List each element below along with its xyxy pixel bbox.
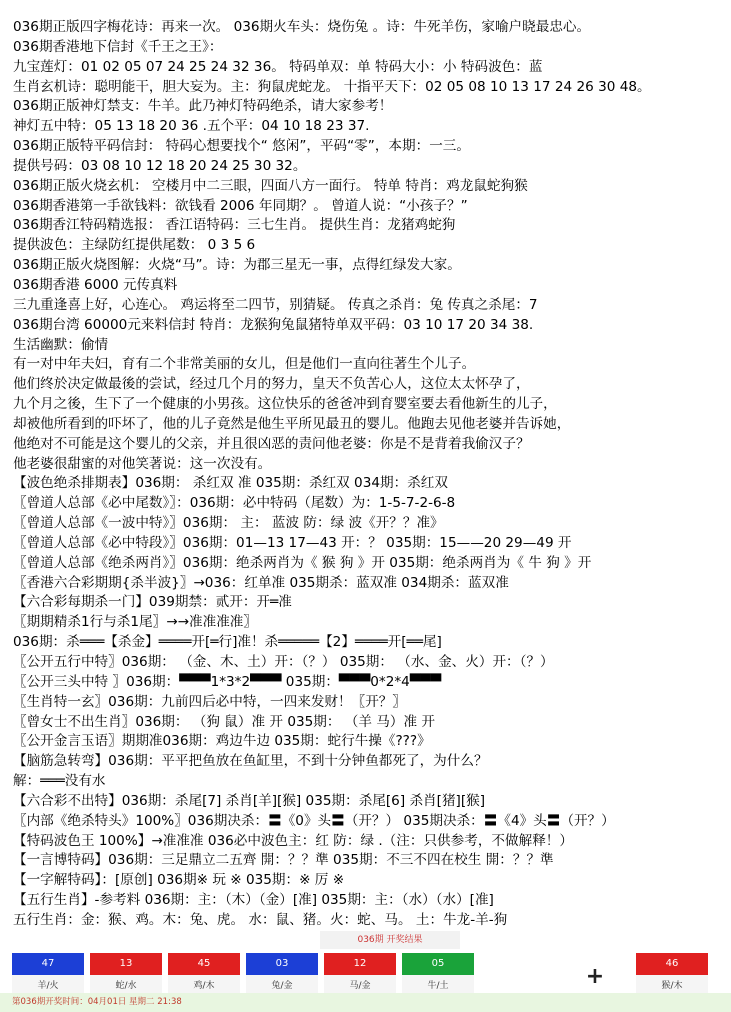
text-line: 解：═══没有水 — [13, 773, 106, 790]
text-line: 〖曾道人总部《绝杀两肖》〗036期：绝杀两肖为《 猴 狗 》开 035期：绝杀两肖为《 牛 狗 》开 — [13, 554, 592, 571]
text-line: 神灯五中特：05 13 18 20 36 .五个平：04 10 18 23 37. — [13, 118, 370, 135]
text-line: 提供波色：主绿防红提供尾数： 0 3 5 6 — [13, 237, 256, 254]
text-line: 生活幽默：偷情 — [13, 336, 109, 353]
text-line: 036期香港 6000 元传真料 — [13, 276, 178, 293]
text-line: 【六合彩不出特】036期：杀尾[7] 杀肖[羊][猴] 035期：杀尾[6] 杀肖[猪][猴] — [13, 792, 486, 809]
ball-number: 45 — [168, 953, 240, 975]
text-line: 〖公开金言玉语〗期期准036期：鸡边牛边 035期：蛇行牛操《???》 — [13, 733, 431, 750]
ball-number: 05 — [402, 953, 474, 975]
text-line: 有一对中年夫妇，育有二个非常美丽的女儿，但是他们一直向往著生个儿子。 — [13, 356, 476, 373]
text-line: 〖公开五行中特〗036期： （金、木、土）开：（？） 035期： （水、金、火）开：（？） — [13, 654, 554, 670]
text-line: 【五行生肖】-参考料 036期：主：（木）（金）[准] 035期：主：（水）（水）[准] — [13, 892, 494, 909]
ball-zodiac: 蛇/水 — [90, 975, 162, 998]
ball-zodiac: 猴/木 — [636, 975, 708, 998]
ball-number: 47 — [12, 953, 84, 975]
plus-icon: + — [585, 964, 605, 989]
text-line: 却被他所看到的吓坏了，他的儿子竟然是他生平所见最丑的婴儿。他跑去见他老婆并告诉她， — [13, 415, 571, 432]
text-line: 〖生肖特一玄〗036期：九前四后必中特，一四来发财！〖开？〗 — [13, 693, 406, 710]
text-line: 生肖玄机诗：聪明能干，胆大妄为。主：狗鼠虎蛇龙。 十指平天下：02 05 08 10 13 17 24 26 30 48。 — [13, 78, 651, 95]
text-line: 〖期期精杀1行与杀1尾〗→→准准准准〗 — [13, 614, 257, 631]
text-line: 他绝对不可能是这个婴儿的父亲，并且很凶恶的责问他老婆：你是不是背着我偷汉子？ — [13, 435, 530, 452]
text-line: 036期香港第一手欲钱料：欲钱看 2006 年同期？。 曾道人说：“小孩子？” — [13, 197, 468, 214]
text-line: 【一字解特码】：[原创] 036期※ 玩 ※ 035期：※ 厉 ※ — [13, 872, 345, 889]
text-line: 036期正版火烧玄机： 空楼月中二三眼，四面八方一面行。 特单 特肖：鸡龙鼠蛇狗猴 — [13, 177, 528, 194]
ball-zodiac: 牛/土 — [402, 975, 474, 998]
text-line: 036期台湾 60000元来料信封 特肖：龙猴狗兔鼠猪特单双平码：03 10 17 20 34 38. — [13, 316, 534, 333]
ball-number: 12 — [324, 953, 396, 975]
text-line: 【波色绝杀排期表】036期： 杀红双 准 035期：杀红双 034期：杀红双 — [13, 475, 448, 492]
text-line: 036期正版特平码信封： 特码心想要找个“ 悠闲”，平码“零”，本期：一三。 — [13, 138, 470, 155]
text-line: 【六合彩每期杀一门】039期禁：贰开：开═准 — [13, 594, 292, 611]
ball-number: 03 — [246, 953, 318, 975]
text-line: 九宝莲灯：01 02 05 07 24 25 24 32 36。 特码单双：单 特码大小：小 特码波色：蓝 — [13, 58, 543, 75]
text-line: 五行生肖：金：猴、鸡。木：兔、虎。 水：鼠、猪。火：蛇、马。 土：牛龙-羊-狗 — [13, 911, 508, 928]
text-line: 他们终於决定做最後的尝试，经过几个月的努力，皇天不负苦心人，这位太太怀孕了， — [13, 376, 530, 393]
text-line: 〖曾女士不出生肖〗036期： （狗 鼠）准 开 035期： （羊 马）准 开 — [13, 713, 435, 730]
text-line: 九个月之後，生下了一个健康的小男孩。这位快乐的爸爸冲到育婴室要去看他新生的儿子， — [13, 396, 557, 413]
text-line: 〖曾道人总部《必中尾数》〗：036期：必中特码（尾数）为：1-5-7-2-6-8 — [13, 495, 456, 512]
text-line: 【一言博特码】036期：三足鼎立二五齊 開：？？準 035期：不三不四在校生 開：？？準 — [13, 852, 554, 869]
text-line: 〖曾道人总部《必中特段》〗036期：01—13 17—43 开：？ 035期：15——20 29—49 开 — [13, 534, 572, 551]
text-line: 036期正版四字梅花诗：再来一次。 036期火车头：烧伤兔 。诗：牛死羊伤，家喻户晓最忠心。 — [13, 19, 591, 35]
ball-number: 13 — [90, 953, 162, 975]
text-line: 〖公开三头中特 〗036期：▀▀▀1*3*2▀▀▀ 035期：▀▀▀0*2*4▀▀▀ — [13, 673, 442, 690]
text-line: 036期正版火烧图解：火烧“马”。诗：为郡三星无一事，点得红绿发大家。 — [13, 257, 461, 274]
text-line: 【特码波色王 100%】→准准准 036必中波色主：红 防：绿 .（注：只供参考，不做解释！） — [13, 832, 573, 849]
text-line: 〖香港六合彩期期{杀半波}〗→036：红单准 035期杀：蓝双准 034期杀：蓝双准 — [13, 574, 509, 591]
article-body — [13, 18, 725, 931]
text-line: 036期：杀═══【杀金】════开[═行]准！杀═════【2】════开[══尾] — [13, 634, 442, 651]
ball-zodiac: 马/金 — [324, 975, 396, 998]
text-line: 提供号码：03 08 10 12 18 20 24 25 30 32。 — [13, 157, 307, 174]
ball-zodiac: 羊/火 — [12, 975, 84, 998]
ball-zodiac: 鸡/木 — [168, 975, 240, 998]
text-line: 他老婆很甜蜜的对他笑著说：这一次没有。 — [13, 455, 272, 472]
text-line: 【脑筋急转弯】036期：平平把鱼放在鱼缸里，不到十分钟鱼都死了，为什么？ — [13, 753, 488, 770]
draw-result-title: 036期 开奖结果 — [320, 931, 460, 949]
text-line: 036期香江特码精选报： 香江语特码：三七生肖。 提供生肖：龙猪鸡蛇狗 — [13, 217, 456, 234]
draw-time-bar: 第036期开奖时间：04月01日 星期二 21:38 — [0, 993, 731, 1012]
ball-zodiac: 兔/金 — [246, 975, 318, 998]
text-line: 三九重逢喜上好，心连心。 鸡运将至二四节，别猜疑。 传真之杀肖：兔 传真之杀尾：7 — [13, 296, 538, 313]
text-line: 036期香港地下信封《千王之王》： — [13, 38, 223, 55]
ball-number: 46 — [636, 953, 708, 975]
text-line: 036期正版神灯禁支：牛羊。此乃神灯特码绝杀，请大家参考！ — [13, 98, 393, 115]
text-line: 〖内部《绝杀特头》100%〗036期决杀：〓《0》头〓（开？） 035期决杀：〓《4》头〓（开？） — [13, 812, 615, 829]
text-line: 〖曾道人总部《一波中特》〗036期： 主： 蓝波 防：绿 波《开？？准》 — [13, 515, 444, 532]
